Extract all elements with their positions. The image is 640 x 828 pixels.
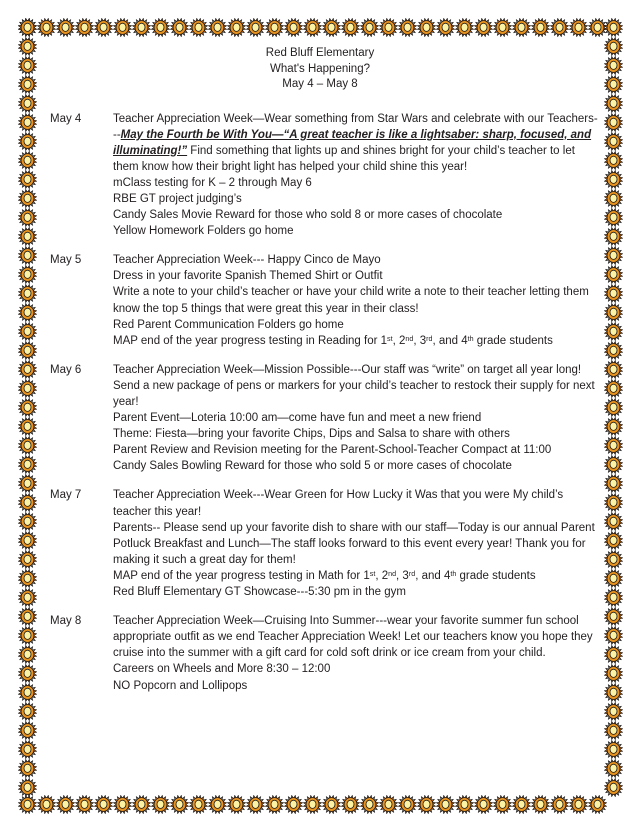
sun-icon	[227, 18, 246, 37]
day-body-line	[113, 317, 600, 333]
day-body-line	[113, 568, 600, 584]
sun-icon	[493, 795, 512, 814]
body-text: Parent Event—Loteria 10:00 am—come have fun and meet a new friend	[113, 412, 482, 425]
sun-icon	[189, 795, 208, 814]
day-body	[113, 362, 600, 475]
day-entry-list	[40, 111, 600, 694]
sun-icon	[18, 265, 37, 284]
sun-icon	[604, 455, 623, 474]
sun-icon	[604, 493, 623, 512]
sun-icon	[18, 56, 37, 75]
sun-icon	[18, 360, 37, 379]
sun-icon	[604, 265, 623, 284]
sun-icon	[569, 795, 588, 814]
ordinal-suffix: nd	[388, 569, 397, 578]
sun-icon	[18, 531, 37, 550]
sun-icon	[18, 455, 37, 474]
sun-icon	[379, 18, 398, 37]
day-body-line	[113, 613, 600, 661]
sun-icon	[18, 417, 37, 436]
sun-icon	[113, 795, 132, 814]
sun-icon	[18, 778, 37, 797]
sun-icon	[417, 795, 436, 814]
day-date: May 4	[50, 112, 82, 125]
sun-icon	[493, 18, 512, 37]
sun-icon	[604, 588, 623, 607]
sun-icon	[588, 18, 607, 37]
body-text: Teacher Appreciation Week—Wear something from Star Wars and celebrate with our Teachers---	[113, 112, 598, 141]
sun-icon	[18, 512, 37, 531]
sun-icon	[189, 18, 208, 37]
day-entry	[40, 613, 600, 693]
sun-icon	[604, 132, 623, 151]
sun-icon	[604, 56, 623, 75]
sun-icon	[18, 170, 37, 189]
sun-icon	[18, 795, 37, 814]
sun-icon	[303, 18, 322, 37]
ordinal-suffix: th	[467, 334, 474, 343]
sun-icon	[75, 18, 94, 37]
sun-icon	[398, 795, 417, 814]
sun-icon	[604, 303, 623, 322]
sun-icon	[360, 795, 379, 814]
body-text: , and 4	[432, 334, 468, 347]
sun-icon	[18, 759, 37, 778]
title-line-school: Red Bluff Elementary	[265, 47, 375, 59]
sun-icon	[604, 246, 623, 265]
day-body-line	[113, 678, 600, 694]
body-text: NO Popcorn and Lollipops	[113, 679, 248, 692]
day-entry	[40, 487, 600, 600]
sun-icon	[417, 18, 436, 37]
emphasized-text: May the Fourth be With You—“A great teacher is like a lightsaber: sharp, focused, and illuminating!”	[113, 128, 592, 157]
sun-icon	[18, 550, 37, 569]
sun-icon	[604, 341, 623, 360]
border-bottom	[18, 795, 607, 814]
day-body-line	[113, 426, 600, 442]
sun-icon	[604, 512, 623, 531]
sun-icon	[18, 284, 37, 303]
sun-icon	[18, 18, 37, 37]
sun-icon	[18, 189, 37, 208]
sun-icon	[18, 341, 37, 360]
day-body-line	[113, 111, 600, 175]
sun-icon	[18, 740, 37, 759]
day-body-line	[113, 442, 600, 458]
body-text: Teacher Appreciation Week—Mission Possible---Our staff was “write” on target all year long! Send a new package of pens or markers for your child’s teacher to restock their supply for next year!	[113, 363, 595, 408]
day-body-line	[113, 410, 600, 426]
sun-icon	[604, 94, 623, 113]
sun-icon	[284, 18, 303, 37]
sun-icon	[113, 18, 132, 37]
sun-icon	[604, 379, 623, 398]
sun-icon	[604, 75, 623, 94]
body-text: MAP end of the year progress testing in Reading for 1	[113, 334, 388, 347]
sun-icon	[512, 795, 531, 814]
day-body-line	[113, 584, 600, 600]
sun-icon	[18, 94, 37, 113]
sun-icon	[37, 18, 56, 37]
sun-icon	[18, 436, 37, 455]
body-text: , 3	[396, 569, 409, 582]
body-text: Teacher Appreciation Week---Wear Green for How Lucky it Was that you were My child’s teacher this year!	[113, 489, 564, 518]
day-date: May 8	[50, 615, 82, 628]
day-body-line	[113, 284, 600, 316]
sun-icon	[379, 795, 398, 814]
sun-icon	[18, 721, 37, 740]
sun-icon	[455, 795, 474, 814]
sun-icon	[132, 795, 151, 814]
sun-icon	[474, 795, 493, 814]
body-text: mClass testing for K – 2 through May 6	[113, 176, 312, 189]
day-body-line	[113, 487, 600, 519]
sun-icon	[604, 284, 623, 303]
sun-icon	[303, 795, 322, 814]
sun-icon	[18, 151, 37, 170]
day-body-line	[113, 333, 600, 349]
day-body-line	[113, 268, 600, 284]
sun-icon	[18, 702, 37, 721]
day-body-line	[113, 458, 600, 474]
sun-icon	[341, 795, 360, 814]
day-body-line	[113, 520, 600, 568]
sun-icon	[604, 398, 623, 417]
sun-icon	[227, 795, 246, 814]
sun-icon	[18, 246, 37, 265]
sun-icon	[170, 18, 189, 37]
day-body	[113, 613, 600, 693]
sun-icon	[18, 227, 37, 246]
sun-icon	[18, 379, 37, 398]
sun-icon	[18, 113, 37, 132]
sun-icon	[604, 531, 623, 550]
sun-icon	[604, 208, 623, 227]
sun-icon	[208, 18, 227, 37]
ordinal-suffix: rd	[408, 569, 416, 578]
sun-icon	[75, 795, 94, 814]
sun-icon	[18, 607, 37, 626]
sun-icon	[246, 795, 265, 814]
title-line-daterange: May 4 – May 8	[282, 78, 358, 90]
ordinal-suffix: rd	[426, 334, 433, 343]
sun-icon	[322, 795, 341, 814]
body-text: Teacher Appreciation Week—Cruising Into Summer---wear your favorite summer fun school appropriate outfit as we end Teacher Appreciation Week! Let our teachers know you hope they cruise into the summer with a gift card for cold soft drink or ice cream from your child.	[113, 615, 593, 660]
day-body-line	[113, 252, 600, 268]
sun-icon	[18, 398, 37, 417]
sun-icon	[550, 795, 569, 814]
body-text: Parents-- Please send up your favorite dish to share with our staff—Today is our annual Parent Potluck Breakfast and Lunch—The staff looks forward to this event every year! Thank you for making it such a great day for them!	[113, 521, 595, 566]
sun-icon	[604, 113, 623, 132]
sun-icon	[604, 360, 623, 379]
sun-icon	[56, 795, 75, 814]
sun-icon	[18, 493, 37, 512]
sun-icon	[436, 18, 455, 37]
body-text: Candy Sales Movie Reward for those who sold 8 or more cases of chocolate	[113, 209, 503, 222]
body-text: Dress in your favorite Spanish Themed Shirt or Outfit	[113, 270, 383, 283]
day-entry	[40, 252, 600, 349]
sun-icon	[246, 18, 265, 37]
ordinal-suffix: st	[387, 334, 393, 343]
day-body-line	[113, 191, 600, 207]
day-body	[113, 111, 600, 240]
sun-icon	[604, 740, 623, 759]
ordinal-suffix: st	[369, 569, 376, 578]
page-title	[40, 40, 600, 93]
sun-icon	[550, 18, 569, 37]
ordinal-suffix: th	[450, 569, 457, 578]
sun-icon	[604, 664, 623, 683]
sun-icon	[512, 18, 531, 37]
sun-icon	[94, 18, 113, 37]
sun-icon	[18, 208, 37, 227]
body-text: RBE GT project judging’s	[113, 192, 242, 205]
body-text: Theme: Fiesta—bring your favorite Chips, Dips and Salsa to share with others	[113, 428, 510, 441]
day-body-line	[113, 661, 600, 677]
sun-icon	[604, 778, 623, 797]
border-top	[18, 18, 607, 37]
sun-icon	[341, 18, 360, 37]
sun-icon	[604, 18, 623, 37]
body-text: Teacher Appreciation Week--- Happy Cinco de Mayo	[113, 254, 381, 267]
sun-icon	[604, 322, 623, 341]
sun-icon	[151, 795, 170, 814]
sun-icon	[531, 18, 550, 37]
sun-icon	[604, 645, 623, 664]
body-text: Find something that lights up and shines bright for your child’s teacher to let them know how their bright light has helped your child shine this year!	[113, 144, 575, 173]
border-right	[604, 18, 623, 797]
border-left	[18, 18, 37, 797]
sun-icon	[604, 683, 623, 702]
sun-icon	[604, 702, 623, 721]
day-date: May 5	[50, 254, 82, 267]
day-date: May 6	[50, 363, 82, 376]
sun-icon	[18, 626, 37, 645]
sun-icon	[474, 18, 493, 37]
body-text: Parent Review and Revision meeting for the Parent-School-Teacher Compact at 11:00	[113, 444, 552, 457]
sun-icon	[604, 626, 623, 645]
sun-icon	[604, 550, 623, 569]
day-entry	[40, 111, 600, 240]
sun-icon	[604, 607, 623, 626]
document-sheet	[40, 40, 600, 788]
sun-icon	[284, 795, 303, 814]
day-entry	[40, 362, 600, 475]
sun-icon	[322, 18, 341, 37]
sun-icon	[455, 18, 474, 37]
body-text: MAP end of the year progress testing in Math for 1	[113, 569, 370, 582]
sun-icon	[604, 189, 623, 208]
body-text: , 2	[375, 569, 389, 582]
sun-icon	[604, 37, 623, 56]
sun-icon	[18, 37, 37, 56]
sun-icon	[588, 795, 607, 814]
sun-icon	[56, 18, 75, 37]
sun-icon	[94, 795, 113, 814]
body-text: Write a note to your child’s teacher or have your child write a note to their teacher letting them know the top 5 things that were great this year in their class!	[113, 286, 589, 315]
sun-icon	[604, 569, 623, 588]
sun-icon	[18, 569, 37, 588]
sun-icon	[18, 75, 37, 94]
sun-icon	[569, 18, 588, 37]
ordinal-suffix: nd	[405, 334, 414, 343]
sun-icon	[18, 474, 37, 493]
title-line-heading: What's Happening?	[269, 62, 370, 75]
sun-icon	[18, 132, 37, 151]
sun-icon	[398, 18, 417, 37]
sun-icon	[18, 18, 37, 37]
body-text: , 2	[392, 334, 406, 347]
day-body-line	[113, 362, 600, 410]
body-text: , and 4	[415, 569, 451, 582]
sun-icon	[265, 18, 284, 37]
sun-icon	[604, 417, 623, 436]
day-body-line	[113, 175, 600, 191]
sun-icon	[604, 721, 623, 740]
body-text: Red Parent Communication Folders go home	[113, 318, 344, 331]
sun-icon	[151, 18, 170, 37]
day-body	[113, 487, 600, 600]
sun-icon	[37, 795, 56, 814]
sun-icon	[265, 795, 284, 814]
sun-icon	[18, 588, 37, 607]
sun-icon	[18, 683, 37, 702]
sun-icon	[604, 151, 623, 170]
body-text: Yellow Homework Folders go home	[113, 225, 294, 238]
sun-icon	[18, 322, 37, 341]
body-text: grade students	[456, 569, 536, 582]
sun-icon	[360, 18, 379, 37]
day-date: May 7	[50, 489, 82, 502]
sun-icon	[604, 170, 623, 189]
sun-icon	[18, 664, 37, 683]
sun-icon	[604, 436, 623, 455]
sun-icon	[604, 474, 623, 493]
body-text: grade students	[473, 334, 553, 347]
sun-icon	[18, 303, 37, 322]
body-text: Candy Sales Bowling Reward for those who sold 5 or more cases of chocolate	[113, 460, 512, 473]
day-body-line	[113, 207, 600, 223]
body-text: , 3	[413, 334, 427, 347]
body-text: Red Bluff Elementary GT Showcase---5:30 pm in the gym	[113, 586, 406, 599]
body-text: Careers on Wheels and More 8:30 – 12:00	[113, 663, 331, 676]
sun-icon	[132, 18, 151, 37]
sun-icon	[531, 795, 550, 814]
sun-icon	[604, 759, 623, 778]
sun-icon	[170, 795, 189, 814]
sun-icon	[208, 795, 227, 814]
sun-icon	[436, 795, 455, 814]
sun-icon	[604, 227, 623, 246]
day-body-line	[113, 223, 600, 239]
day-body	[113, 252, 600, 349]
sun-icon	[18, 645, 37, 664]
